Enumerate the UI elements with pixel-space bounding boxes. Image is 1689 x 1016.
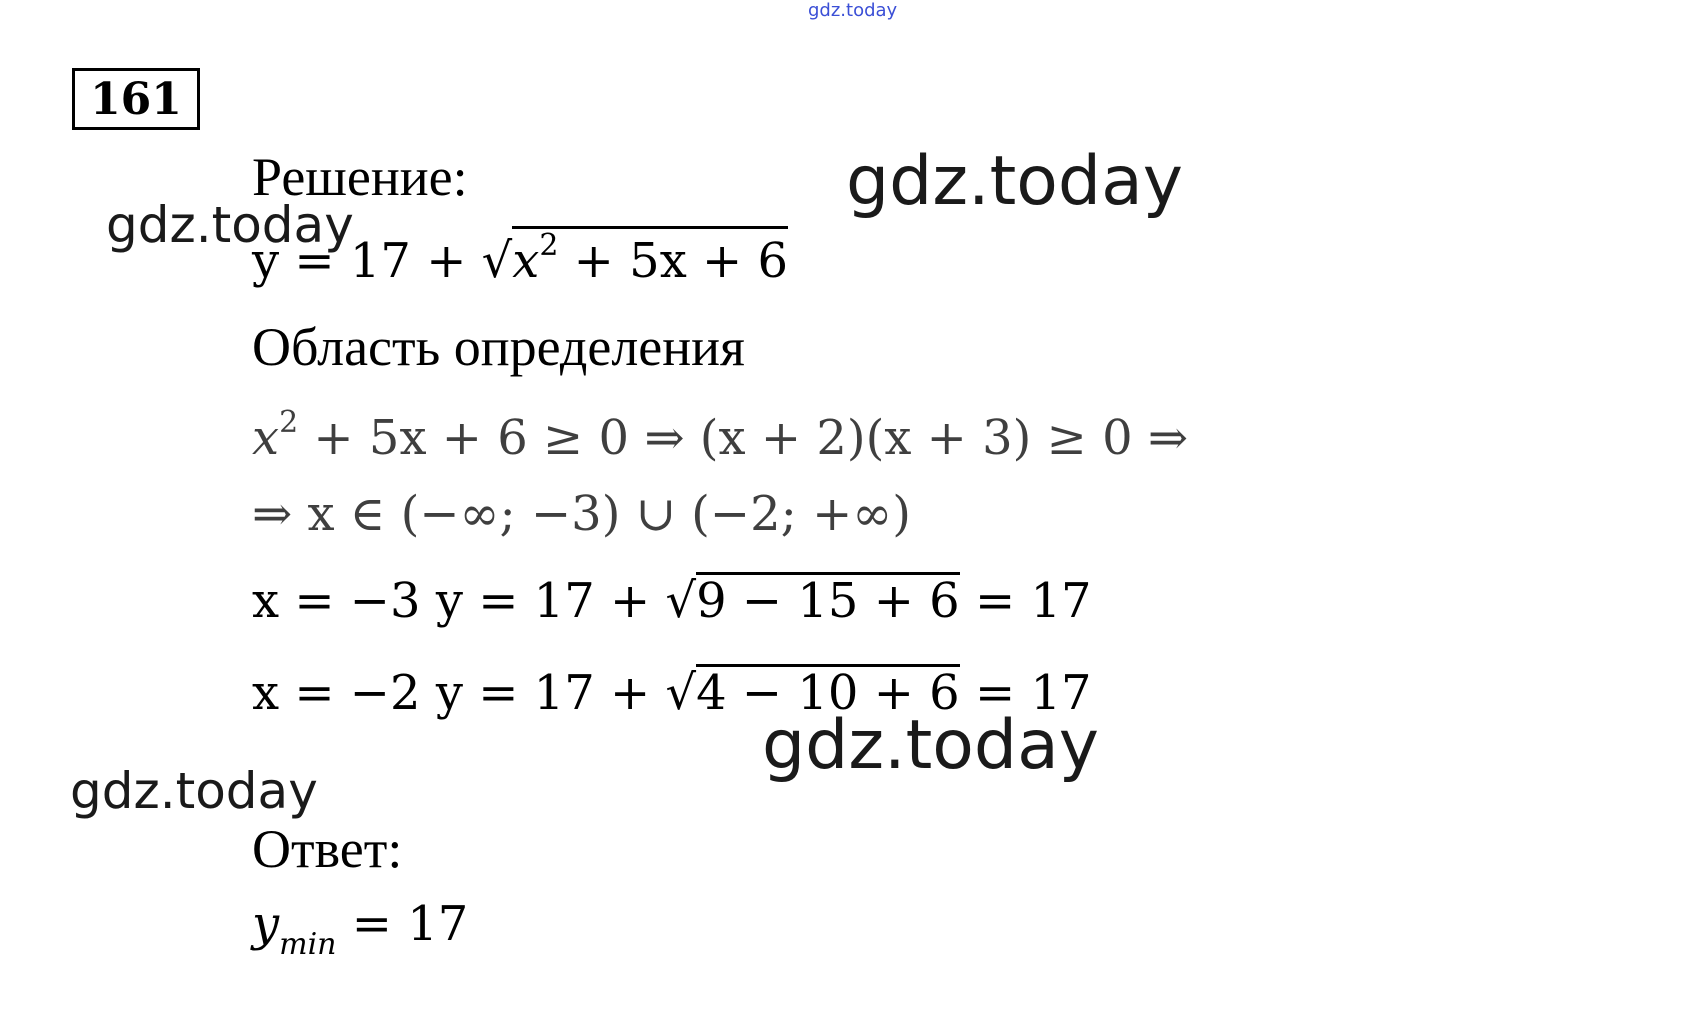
eval1-radicand: 9 − 15 + 6 [696, 573, 960, 629]
domain-line-1 [252, 405, 1189, 466]
answer-y: y [252, 896, 280, 952]
answer-label: Ответ: [252, 819, 403, 879]
answer-formula [252, 896, 469, 962]
radicand-rest: + 5x + 6 [558, 233, 789, 289]
domain-label: Область определения [252, 317, 745, 377]
problem-number: 161 [72, 68, 200, 130]
domain-power: 2 [279, 405, 299, 440]
solution-label: Решение: [252, 147, 468, 207]
domain-x: x [252, 410, 280, 466]
evaluation-1 [252, 572, 1092, 629]
function-radicand [512, 226, 789, 289]
watermark-c: gdz.today [762, 706, 1099, 785]
eval2-lhs: x = −2 y = 17 + √ [252, 665, 697, 721]
answer-rhs: = 17 [336, 896, 469, 952]
watermark-top: gdz.today [808, 0, 898, 21]
watermark-d: gdz.today [70, 762, 318, 820]
function-lhs: y = 17 + √ [252, 233, 513, 289]
radicand-x: x [512, 233, 540, 289]
domain-rest: + 5x + 6 ≥ 0 ⇒ (x + 2)(x + 3) ≥ 0 ⇒ [298, 410, 1189, 466]
watermark-b: gdz.today [106, 196, 354, 254]
eval2-radicand: 4 − 10 + 6 [696, 665, 960, 721]
eval1-lhs: x = −3 y = 17 + √ [252, 573, 697, 629]
function-formula [252, 226, 789, 289]
eval1-rhs: = 17 [959, 573, 1092, 629]
radicand-power: 2 [539, 228, 559, 263]
domain-line-2: ⇒ x ∈ (−∞; −3) ∪ (−2; +∞) [252, 486, 912, 542]
answer-subscript: min [279, 927, 337, 962]
eval2-rhs: = 17 [959, 665, 1092, 721]
watermark-a: gdz.today [846, 142, 1183, 221]
